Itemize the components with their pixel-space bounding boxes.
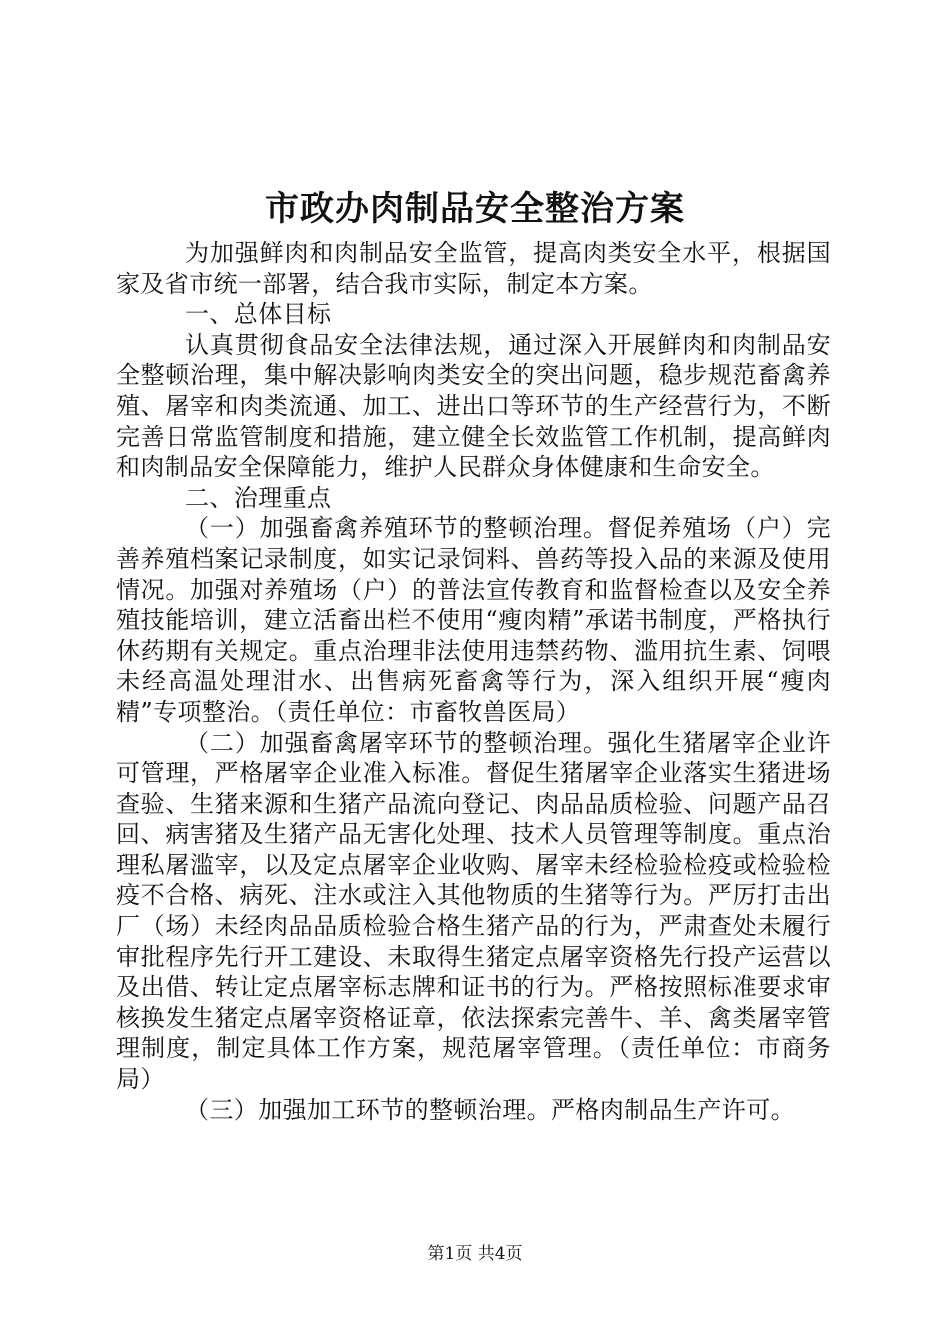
goals-paragraph: 认真贯彻食品安全法律法规，通过深入开展鲜肉和肉制品安全整顿治理，集中解决影响肉类安全的突出问题，稳步规范畜禽养殖、屠宰和肉类流通、加工、进出口等环节的生产经营行为，不断完善日常监管制度和措施，建立健全长效监管工作机制，提高鲜肉和肉制品安全保障能力，维护人民群众身体健康和生命安全。 (116, 330, 831, 482)
document-title: 市政办肉制品安全整治方案 (265, 189, 685, 229)
section-heading-goals: 一、总体目标 (185, 300, 332, 329)
document-body (116, 238, 831, 1125)
focus-item-2-paragraph: （二）加强畜禽屠宰环节的整顿治理。强化生猪屠宰企业许可管理，严格屠宰企业准入标准。督促生猪屠宰企业落实生猪进场查验、生猪来源和生猪产品流向登记、肉品品质检验、问题产品召回、病害猪及生猪产品无害化处理、技术人员管理等制度。重点治理私屠滥宰，以及定点屠宰企业收购、屠宰未经检验检疫或检验检疫不合格、病死、注水或注入其他物质的生猪等行为。严厉打击出厂（场）未经肉品品质检验合格生猪产品的行为，严肃查处未履行审批程序先行开工建设、未取得生猪定点屠宰资格先行投产运营以及出借、转让定点屠宰标志牌和证书的行为。严格按照标准要求审核换发生猪定点屠宰资格证章，依法探索完善牛、羊、禽类屠宰管理制度，制定具体工作方案，规范屠宰管理。（责任单位：市商务局） (116, 728, 831, 1094)
intro-paragraph: 为加强鲜肉和肉制品安全监管，提高肉类安全水平，根据国家及省市统一部署，结合我市实际，制定本方案。 (116, 239, 831, 298)
page-number-footer: 第1页 共4页 (427, 1244, 523, 1264)
section-heading-focus: 二、治理重点 (185, 483, 332, 512)
focus-item-1-paragraph: （一）加强畜禽养殖环节的整顿治理。督促养殖场（户）完善养殖档案记录制度，如实记录饲料、兽药等投入品的来源及使用情况。加强对养殖场（户）的普法宣传教育和监督检查以及安全养殖技能培训，建立活畜出栏不使用“瘦肉精”承诺书制度，严格执行休药期有关规定。重点治理非法使用违禁药物、滥用抗生素、饲喂未经高温处理泔水、出售病死畜禽等行为，深入组织开展“瘦肉精”专项整治。（责任单位：市畜牧兽医局） (116, 514, 831, 726)
focus-item-3-paragraph: （三）加强加工环节的整顿治理。严格肉制品生产许可。 (185, 1095, 795, 1124)
